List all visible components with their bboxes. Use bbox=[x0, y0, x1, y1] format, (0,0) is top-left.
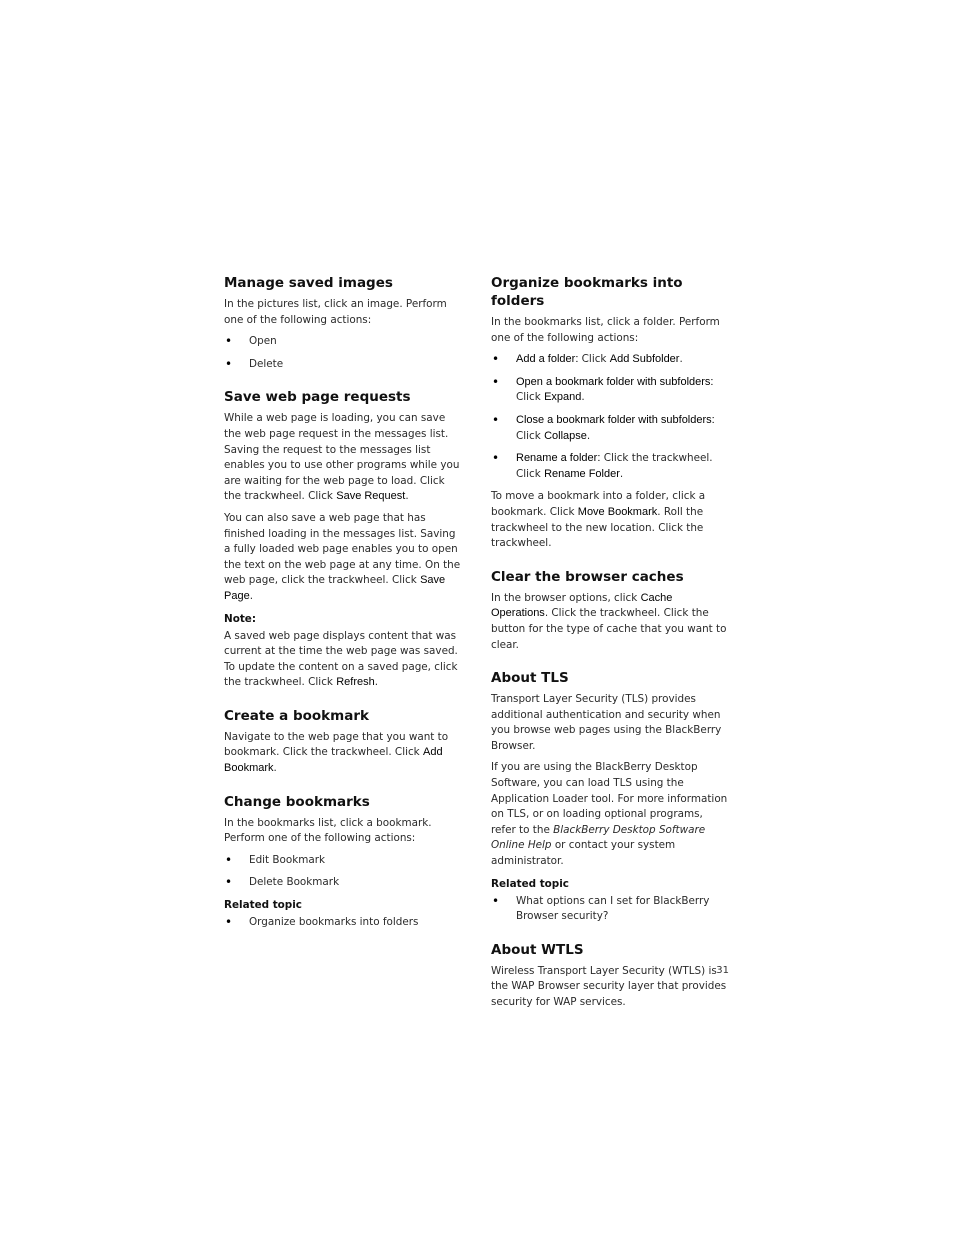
wtls-paragraph: Wireless Transport Layer Security (WTLS) is the WAP Browser security layer that provides security for WAP services. bbox=[491, 964, 727, 1008]
list-item: • Delete bbox=[225, 356, 284, 371]
expand-command: Expand bbox=[544, 391, 582, 404]
related-topic-link[interactable]: • Organize bookmarks into folders bbox=[225, 915, 419, 930]
heading-about-tls: About TLS bbox=[491, 670, 569, 687]
heading-change-bookmarks: Change bookmarks bbox=[224, 793, 370, 810]
bullet-icon: • bbox=[225, 356, 233, 371]
list-item: • Open bbox=[225, 334, 277, 349]
save-paragraph-2: You can also save a web page that has finished loading in the messages list. Saving a fully loaded web page enables you to open the text on the web page at any time. On the web page, click the trackwheel. Click Save Page. bbox=[224, 511, 461, 602]
list-item: • Close a bookmark folder with subfolders: Click Collapse. bbox=[492, 412, 715, 442]
move-bookmark-paragraph: To move a bookmark into a folder, click a bookmark. Click Move Bookmark. Roll the trackwheel to the new location. Click the trackwheel. bbox=[491, 490, 706, 550]
bullet-icon: • bbox=[492, 451, 500, 466]
bullet-icon: • bbox=[225, 915, 233, 930]
note-text: A saved web page displays content that was current at the time the web page was saved. To update the content on a saved page, click the trackwheel. Click Refresh. bbox=[224, 629, 458, 689]
heading-manage-saved-images: Manage saved images bbox=[224, 275, 393, 291]
heading-about-wtls: About WTLS bbox=[491, 941, 584, 958]
save-page-command: Save Page bbox=[224, 574, 446, 602]
clear-paragraph: In the browser options, click Cache Operations. Click the trackwheel. Click the button for the type of cache that you want to clear. bbox=[491, 591, 727, 651]
bullet-icon: • bbox=[492, 374, 500, 389]
bullet-icon: • bbox=[492, 352, 500, 367]
move-bookmark-command: Move Bookmark bbox=[577, 505, 658, 518]
rename-folder-command: Rename Folder bbox=[544, 467, 620, 480]
create-paragraph: Navigate to the web page that you want to bookmark. Click the trackwheel. Click Add Bookmark. bbox=[224, 730, 449, 775]
heading-save-web-page-requests: Save web page requests bbox=[224, 389, 411, 406]
refresh-command: Refresh bbox=[336, 676, 375, 689]
bullet-icon: • bbox=[492, 412, 500, 427]
manage-intro: In the pictures list, click an image. Perform one of the following actions: bbox=[224, 298, 447, 326]
page-number: 31 bbox=[716, 965, 729, 976]
note-label: Note: bbox=[224, 612, 257, 625]
list-item: • Delete Bookmark bbox=[225, 875, 340, 890]
related-topic-list bbox=[491, 894, 729, 925]
organize-intro: In the bookmarks list, click a folder. Perform one of the following actions: bbox=[491, 316, 720, 344]
manage-actions-list bbox=[224, 334, 462, 372]
tls-paragraph-2: If you are using the BlackBerry Desktop Software, you can load TLS using the Application Loader tool. For more information on TLS, or on loading optional programs, refer to the BlackBerry Desktop Software Online Help or contact your system administrator. bbox=[491, 761, 728, 868]
heading-organize-bookmarks: Organize bookmarks into folders bbox=[491, 275, 683, 309]
save-request-command: Save Request bbox=[336, 490, 406, 503]
organize-actions-list bbox=[491, 352, 729, 482]
related-topic-list bbox=[224, 915, 462, 931]
bullet-icon: • bbox=[225, 852, 233, 867]
list-item: • Add a folder: Click Add Subfolder. bbox=[492, 352, 683, 367]
online-help-reference: BlackBerry Desktop Software Online Help bbox=[491, 823, 706, 852]
bullet-icon: • bbox=[225, 334, 233, 349]
heading-clear-caches: Clear the browser caches bbox=[491, 568, 684, 585]
related-topic-label: Related topic bbox=[224, 899, 302, 912]
list-item: • Edit Bookmark bbox=[225, 852, 326, 867]
collapse-command: Collapse bbox=[544, 429, 587, 442]
cache-operations-command: Cache Operations bbox=[491, 591, 673, 620]
change-intro: In the bookmarks list, click a bookmark. Perform one of the following actions: bbox=[224, 816, 432, 845]
related-topic-link[interactable]: • What options can I set for BlackBerry Browser security? bbox=[492, 893, 710, 923]
bullet-icon: • bbox=[225, 875, 233, 890]
heading-create-bookmark: Create a bookmark bbox=[224, 707, 369, 724]
bullet-icon: • bbox=[492, 893, 500, 908]
list-item: • Rename a folder: Click the trackwheel. Click Rename Folder. bbox=[492, 451, 713, 480]
left-column bbox=[224, 274, 462, 938]
add-subfolder-command: Add Subfolder bbox=[609, 353, 680, 366]
add-bookmark-command: Add Bookmark bbox=[224, 746, 443, 775]
change-actions-list bbox=[224, 853, 462, 891]
right-column bbox=[491, 274, 729, 1017]
related-topic-label: Related topic bbox=[491, 877, 569, 890]
save-paragraph-1: While a web page is loading, you can save the web page request in the messages list. Saving the request to the messages list enables you to use other programs while you are waiting for the web page to load. Click the trackwheel. Click Save Request. bbox=[224, 412, 460, 503]
tls-paragraph-1: Transport Layer Security (TLS) provides additional authentication and security when you browse web pages using the BlackBerry Browser. bbox=[491, 693, 722, 752]
list-item: • Open a bookmark folder with subfolders: Click Expand. bbox=[492, 374, 714, 404]
